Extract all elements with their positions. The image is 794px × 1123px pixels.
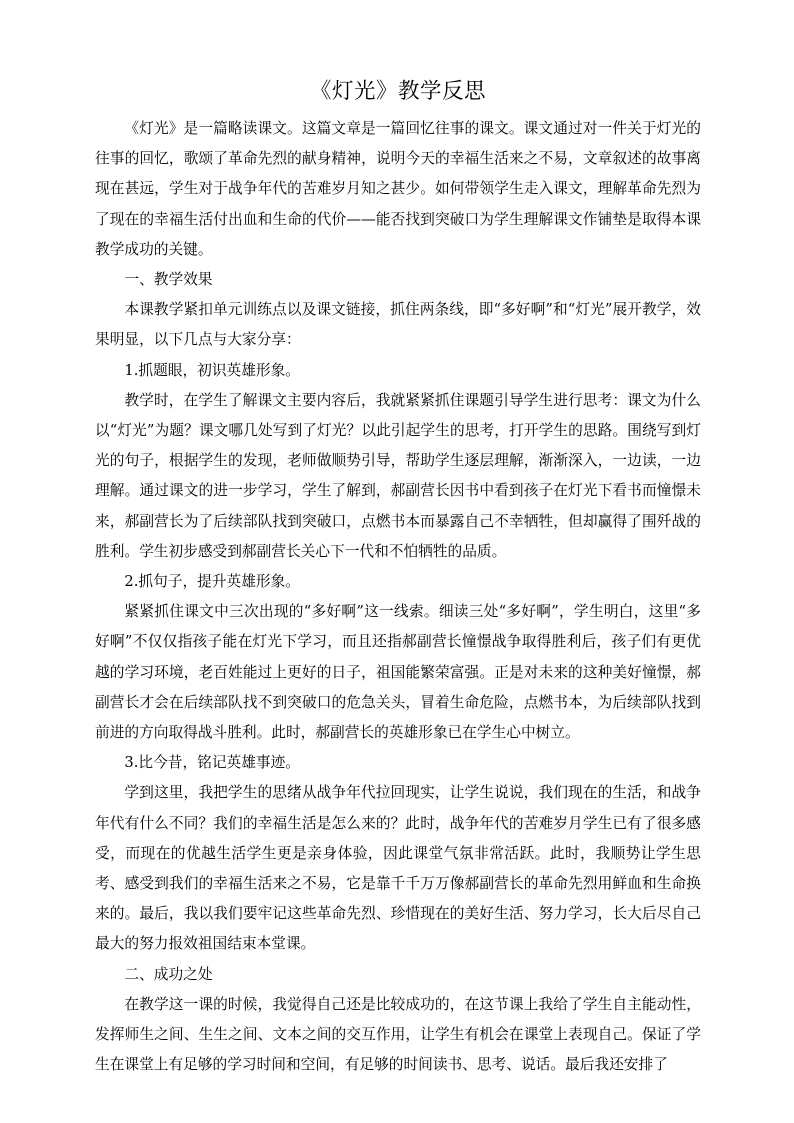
paragraph-point-3: 学到这里，我把学生的思绪从战争年代拉回现实，让学生说说，我们现在的生活，和战争年代有什么不同？我们的幸福生活是怎么来的？此时，战争年代的苦难岁月学生已有了很多感受，而现在的优越生活学生更是亲身体验，因此课堂气氛非常活跃。此时，我顺势让学生思考、感受到我们的幸福生活来之不易，它是靠千千万万像郝副营长的革命先烈用鲜血和生命换来的。最后，我以我们要牢记这些革命先烈、珍惜现在的美好生活、努力学习，长大后尽自己最大的努力报效祖国结束本堂课。 [95,784,701,953]
section-heading-teaching-effect: 一、教学效果 [124,271,213,289]
paragraph-effect-summary: 本课教学紧扣单元训练点以及课文链接，抓住两条线，即“多好啊”和“灯光”展开教学，效果明显，以下几点与大家分享： [95,301,701,349]
paragraph-point-2: 紧紧抓住课文中三次出现的“多好啊”这一线索。细读三处“多好啊”，学生明白，这里“多好啊”不仅仅指孩子能在灯光下学习，而且还指郝副营长憧憬战争取得胜利后，孩子们有更优越的学习环境，老百姓能过上更好的日子，祖国能繁荣富强。正是对未来的这种美好憧憬，郝副营长才会在后续部队找不到突破口的危急关头，冒着生命危险，点燃书本，为后续部队找到前进的方向取得战斗胜利。此时，郝副营长的英雄形象已在学生心中树立。 [95,603,701,742]
subheading-point-3: 3.比今昔，铭记英雄事迹。 [124,754,300,772]
section-heading-success: 二、成功之处 [124,965,213,983]
subheading-point-2: 2.抓句子，提升英雄形象。 [124,573,300,591]
subheading-point-1: 1.抓题眼，初识英雄形象。 [124,361,300,379]
paragraph-intro: 《灯光》是一篇略读课文。这篇文章是一篇回忆往事的课文。课文通过对一件关于灯光的往事的回忆，歌颂了革命先烈的献身精神，说明今天的幸福生活来之不易，文章叙述的故事离现在甚远，学生对于战争年代的苦难岁月知之甚少。如何带领学生走入课文，理解革命先烈为了现在的幸福生活付出血和生命的代价——能否找到突破口为学生理解课文作铺垫是取得本课教学成功的关键。 [95,120,701,258]
paragraph-point-1: 教学时，在学生了解课文主要内容后，我就紧紧抓住课题引导学生进行思考：课文为什么以“灯光”为题？课文哪几处写到了灯光？以此引起学生的思考，打开学生的思路。围绕写到灯光的句子，根据学生的发现，老师做顺势引导，帮助学生逐层理解，渐渐深入，一边读，一边理解。通过课文的进一步学习，学生了解到，郝副营长因书中看到孩子在灯光下看书而憧憬未来，郝副营长为了后续部队找到突破口，点燃书本而暴露自己不幸牺牲，但却赢得了围歼战的胜利。学生初步感受到郝副营长关心下一代和不怕牺牲的品质。 [95,391,701,560]
paragraph-success: 在教学这一课的时候，我觉得自己还是比较成功的，在这节课上我给了学生自主能动性，发挥师生之间、生生之间、文本之间的交互作用，让学生有机会在课堂上表现自己。保证了学生在课堂上有足够的学习时间和空间，有足够的时间读书、思考、说话。最后我还安排了 [95,995,701,1074]
document-page [95,72,701,1081]
document-title: 《灯光》教学反思 [309,79,486,104]
